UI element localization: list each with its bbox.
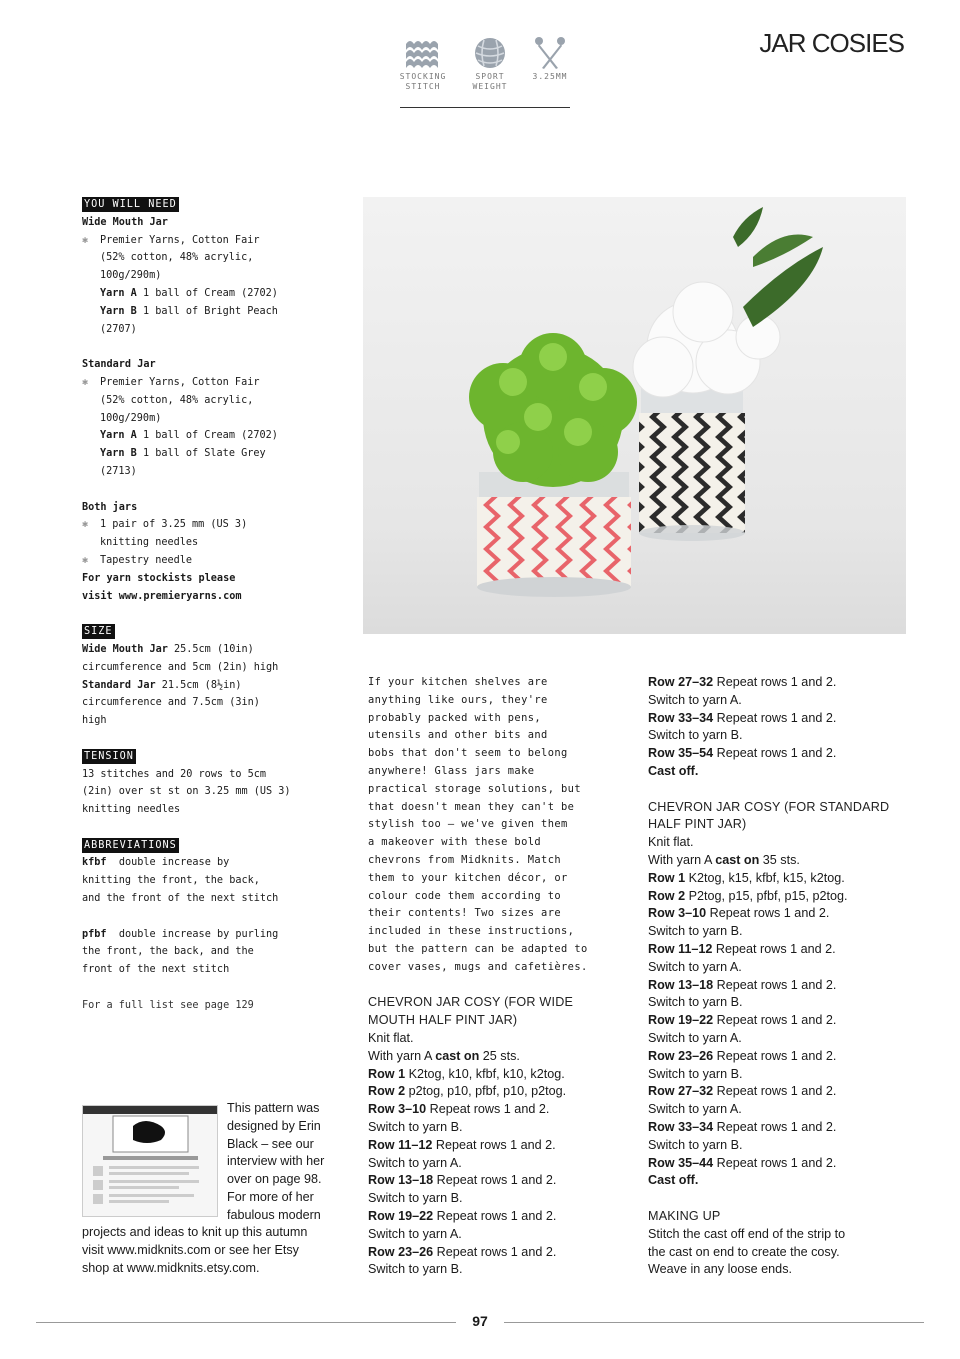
asterisk-icon: ✱ bbox=[82, 519, 89, 531]
standard-knit-flat: Knit flat. bbox=[648, 835, 694, 850]
jar-cosies-photo bbox=[363, 197, 906, 634]
size-standard-line2: circumference and 7.5cm (3in) bbox=[82, 697, 260, 709]
materials-column bbox=[82, 196, 302, 1015]
making-up-line1: Stitch the cast off end of the strip to bbox=[648, 1226, 846, 1241]
standard-yarn-a: Yarn A 1 ball of Cream (2702) bbox=[100, 430, 278, 442]
pattern-row: Row 23–26 Repeat rows 1 and 2. bbox=[368, 1244, 557, 1259]
pattern-row: Row 27–32 Repeat rows 1 and 2. bbox=[648, 675, 837, 689]
abbr-kfbf-line3: and the front of the next stitch bbox=[82, 893, 279, 905]
header-rule bbox=[400, 107, 570, 108]
pattern-row: Row 2 P2tog, p15, pfbf, p15, p2tog. bbox=[648, 888, 848, 903]
pattern-row: Row 35–44 Repeat rows 1 and 2. bbox=[648, 1155, 837, 1170]
standard-yarn-b: Yarn B 1 ball of Slate Grey bbox=[100, 448, 266, 460]
wide-yarn-item: ✱ Premier Yarns, Cotton Fair bbox=[82, 232, 302, 250]
page-number: 97 bbox=[472, 1313, 488, 1329]
pattern-row: Row 19–22 Repeat rows 1 and 2. bbox=[368, 1208, 557, 1223]
designer-link-line3[interactable]: shop at www.midknits.etsy.com. bbox=[82, 1260, 260, 1275]
pattern-row: Row 13–18 Repeat rows 1 and 2. bbox=[368, 1173, 557, 1188]
stocking-stitch-label: STOCKING STITCH bbox=[399, 72, 447, 91]
pattern-row: Row 19–22 Repeat rows 1 and 2. bbox=[648, 1013, 837, 1028]
stocking-stitch-icon bbox=[403, 36, 443, 70]
standard-yarn-line2: (52% cotton, 48% acrylic, bbox=[100, 394, 254, 406]
pattern-row: Row 13–18 Repeat rows 1 and 2. bbox=[648, 977, 837, 992]
pattern-row: Switch to yarn B. bbox=[368, 1191, 463, 1206]
midknits-website-thumbnail bbox=[82, 1105, 218, 1217]
pattern-row: Cast off. bbox=[648, 763, 699, 778]
making-up-heading: MAKING UP bbox=[648, 1208, 721, 1223]
asterisk-icon: ✱ bbox=[82, 554, 89, 566]
size-standard: Standard Jar 21.5cm (8½in) bbox=[82, 679, 242, 691]
tension-line3: knitting needles bbox=[82, 804, 181, 816]
size-wide-line2: circumference and 5cm (2in) high bbox=[82, 661, 279, 673]
abbr-full-list: For a full list see page 129 bbox=[82, 999, 254, 1011]
pattern-row: Row 33–34 Repeat rows 1 and 2. bbox=[648, 1119, 837, 1134]
pattern-row: Switch to yarn B. bbox=[648, 1066, 743, 1081]
pattern-row: Switch to yarn A. bbox=[368, 1226, 462, 1241]
pattern-row: Row 3–10 Repeat rows 1 and 2. bbox=[648, 906, 830, 921]
pattern-row: Switch to yarn B. bbox=[648, 995, 743, 1010]
tension-line1: 13 stitches and 20 rows to 5cm bbox=[82, 768, 267, 780]
abbr-pfbf-line2: the front, the back, and the bbox=[82, 946, 254, 958]
wide-yarn-b-code: (2707) bbox=[100, 323, 137, 335]
standard-yarn-line3: 100g/290m) bbox=[100, 412, 162, 424]
pattern-row: Row 35–54 Repeat rows 1 and 2. bbox=[648, 746, 837, 761]
wide-pattern-heading: CHEVRON JAR COSY (FOR WIDE bbox=[368, 995, 574, 1010]
wide-jar-pattern bbox=[368, 994, 628, 1279]
stockists-link[interactable]: visit www.premieryarns.com bbox=[82, 590, 242, 602]
middle-column bbox=[368, 674, 628, 1279]
wide-knit-flat: Knit flat. bbox=[368, 1030, 414, 1045]
pattern-row: Row 11–12 Repeat rows 1 and 2. bbox=[368, 1137, 556, 1152]
wide-cast-on: With yarn A cast on 25 sts. bbox=[368, 1048, 520, 1063]
pattern-row: Switch to yarn A. bbox=[648, 692, 742, 707]
needles-item-line2: knitting needles bbox=[100, 537, 199, 549]
pattern-row: Switch to yarn B. bbox=[648, 924, 743, 939]
asterisk-icon: ✱ bbox=[82, 234, 89, 246]
standard-pattern-heading: CHEVRON JAR COSY (FOR STANDARD bbox=[648, 799, 890, 814]
size-wide: Wide Mouth Jar 25.5cm (10in) bbox=[82, 643, 254, 655]
tension-line2: (2in) over st st on 3.25 mm (US 3) bbox=[82, 786, 291, 798]
designer-links bbox=[82, 1224, 357, 1277]
standard-yarn-b-code: (2713) bbox=[100, 465, 137, 477]
designer-link-line2[interactable]: visit www.midknits.com or see her Etsy bbox=[82, 1242, 299, 1257]
pattern-row: Row 27–32 Repeat rows 1 and 2. bbox=[648, 1084, 837, 1099]
pattern-row: Switch to yarn B. bbox=[648, 728, 743, 743]
wide-yarn-line2: (52% cotton, 48% acrylic, bbox=[100, 252, 254, 264]
size-standard-line3: high bbox=[82, 715, 107, 727]
section-title: JAR COSIES bbox=[759, 28, 904, 58]
making-up-line3: Weave in any loose ends. bbox=[648, 1262, 792, 1277]
wide-yarn-line3: 100g/290m) bbox=[100, 270, 162, 282]
size-heading: SIZE bbox=[84, 626, 113, 638]
pattern-row: Switch to yarn A. bbox=[368, 1155, 462, 1170]
abbr-pfbf-line3: front of the next stitch bbox=[82, 964, 230, 976]
both-jars-title: Both jars bbox=[82, 501, 138, 513]
pattern-row: Row 23–26 Repeat rows 1 and 2. bbox=[648, 1048, 837, 1063]
needle-size-label: 3.25MM bbox=[532, 72, 568, 81]
wide-jar-title: Wide Mouth Jar bbox=[82, 216, 168, 228]
intro-paragraph: If your kitchen shelves are anything like ours, they're probably packed with pens, utensils and other bits and bobs that don't seem to belong anywhere! Glass jars make practical storage solutions, but that doesn't mean they can't be stylish too – we've given them a makeover with these bold chevrons from Midknits. Match them to your kitchen décor, or colour code them according to their contents! Two sizes are included in these instructions, but the pattern can be adapted to cover vases, mugs and cafetières. bbox=[368, 676, 588, 973]
you-will-need-heading: YOU WILL NEED bbox=[84, 199, 177, 210]
right-column bbox=[648, 674, 918, 1279]
abbr-kfbf-line2: knitting the front, the back, bbox=[82, 875, 260, 887]
designer-link-line1: projects and ideas to knit up this autumn bbox=[82, 1225, 308, 1239]
wide-yarn-a: Yarn A 1 ball of Cream (2702) bbox=[100, 287, 278, 299]
tapestry-needle-item: ✱ Tapestry needle bbox=[82, 552, 302, 570]
pattern-row: Switch to yarn A. bbox=[648, 1030, 742, 1045]
abbr-kfbf: kfbf double increase by bbox=[82, 857, 230, 869]
needles-icon bbox=[530, 36, 570, 70]
tension-heading: TENSION bbox=[84, 750, 134, 762]
pattern-row: Row 1 K2tog, k15, kfbf, k15, k2tog. bbox=[648, 870, 845, 885]
designer-credit: This pattern was designed by Erin Black – see our interview with her over on page 98. For more of her fabulous modern bbox=[227, 1101, 325, 1222]
pattern-row: Switch to yarn B. bbox=[368, 1119, 463, 1134]
pattern-row: Row 3–10 Repeat rows 1 and 2. bbox=[368, 1102, 550, 1117]
wide-yarn-b: Yarn B 1 ball of Bright Peach bbox=[100, 305, 278, 317]
needles-item: ✱ 1 pair of 3.25 mm (US 3) bbox=[82, 516, 302, 534]
asterisk-icon: ✱ bbox=[82, 376, 89, 388]
pattern-row: Row 2 p2tog, p10, pfbf, p10, p2tog. bbox=[368, 1084, 567, 1099]
pattern-row: Switch to yarn A. bbox=[648, 1102, 742, 1117]
pattern-row: Row 11–12 Repeat rows 1 and 2. bbox=[648, 941, 836, 956]
pattern-row: Row 33–34 Repeat rows 1 and 2. bbox=[648, 710, 837, 725]
making-up-line2: the cast on end to create the cosy. bbox=[648, 1244, 840, 1259]
sport-weight-label: SPORT WEIGHT bbox=[472, 72, 508, 91]
pattern-row: Switch to yarn B. bbox=[648, 1137, 743, 1152]
standard-jar-title: Standard Jar bbox=[82, 359, 156, 371]
abbreviations-heading: ABBREVIATIONS bbox=[84, 839, 177, 851]
wide-pattern-heading-line2: MOUTH HALF PINT JAR) bbox=[368, 1013, 518, 1028]
standard-pattern-heading-line2: HALF PINT JAR) bbox=[648, 817, 747, 832]
stockists-line1: For yarn stockists please bbox=[82, 572, 236, 584]
abbr-pfbf: pfbf double increase by purling bbox=[82, 928, 279, 940]
pattern-row: Row 1 K2tog, k10, kfbf, k10, k2tog. bbox=[368, 1066, 565, 1081]
pattern-row: Switch to yarn A. bbox=[648, 959, 742, 974]
pattern-row: Switch to yarn B. bbox=[368, 1262, 463, 1277]
standard-cast-on: With yarn A cast on 35 sts. bbox=[648, 852, 800, 867]
pattern-row: Cast off. bbox=[648, 1173, 699, 1188]
yarn-ball-icon bbox=[470, 36, 510, 70]
standard-yarn-item: ✱ Premier Yarns, Cotton Fair bbox=[82, 374, 302, 392]
